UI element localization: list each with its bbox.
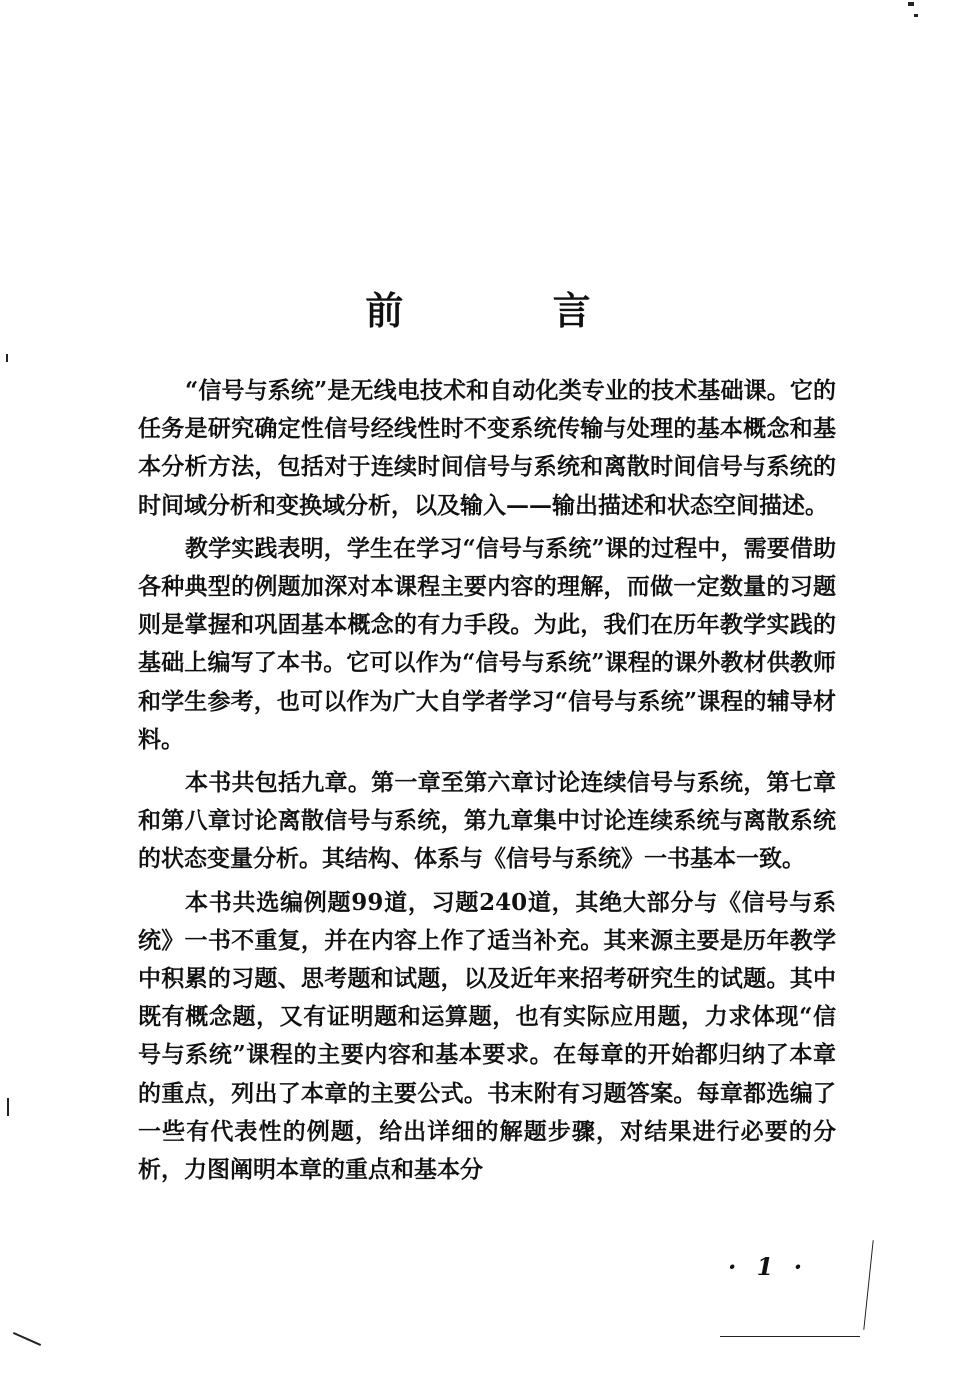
scan-speck <box>720 1336 860 1337</box>
scan-speck <box>914 14 918 17</box>
scan-speck <box>908 2 914 6</box>
paragraph-4: 本书共选编例题99道，习题240道，其绝大部分与《信号与系统》一书不重复，并在内容上作了适当补充。其来源主要是历年教学中积累的习题、思考题和试题，以及近年来招考研究生的试题。其中既有概念题，又有证明题和运算题，也有实际应用题，力求体现“信号与系统”课程的主要内容和基本要求。在每章的开始都归纳了本章的重点，列出了本章的主要公式。书末附有习题答案。每章都选编了一些有代表性的例题，给出详细的解题步骤，对结果进行必要的分析，力图阐明本章的重点和基本分 <box>138 888 836 1184</box>
paragraph-1: “信号与系统”是无线电技术和自动化类专业的技术基础课。它的任务是研究确定性信号经线性时不变系统传输与处理的基本概念和基本分析方法，包括对于连续时间信号与系统和离散时间信号与系统的时间域分析和变换域分析，以及输入——输出描述和状态空间描述。 <box>138 377 836 519</box>
paragraph-2: 教学实践表明，学生在学习“信号与系统”课的过程中，需要借助各种典型的例题加深对本课程主要内容的理解，而做一定数量的习题则是掌握和巩固基本概念的有力手段。为此，我们在历年教学实践的基础上编写了本书。它可以作为“信号与系统”课程的课外教材供教师和学生参考，也可以作为广大自学者学习“信号与系统”课程的辅导材料。 <box>138 534 836 753</box>
page-number: · 1 · <box>727 1252 809 1281</box>
body-text <box>138 372 836 1189</box>
page-title: 前 言 <box>365 288 659 334</box>
scan-speck <box>7 1098 9 1116</box>
scan-speck <box>6 354 8 362</box>
scan-speck <box>13 1332 41 1346</box>
paragraph-3: 本书共包括九章。第一章至第六章讨论连续信号与系统，第七章和第八章讨论离散信号与系统，第九章集中讨论连续系统与离散系统的状态变量分析。其结构、体系与《信号与系统》一书基本一致。 <box>138 769 836 873</box>
scan-speck <box>863 1240 873 1330</box>
